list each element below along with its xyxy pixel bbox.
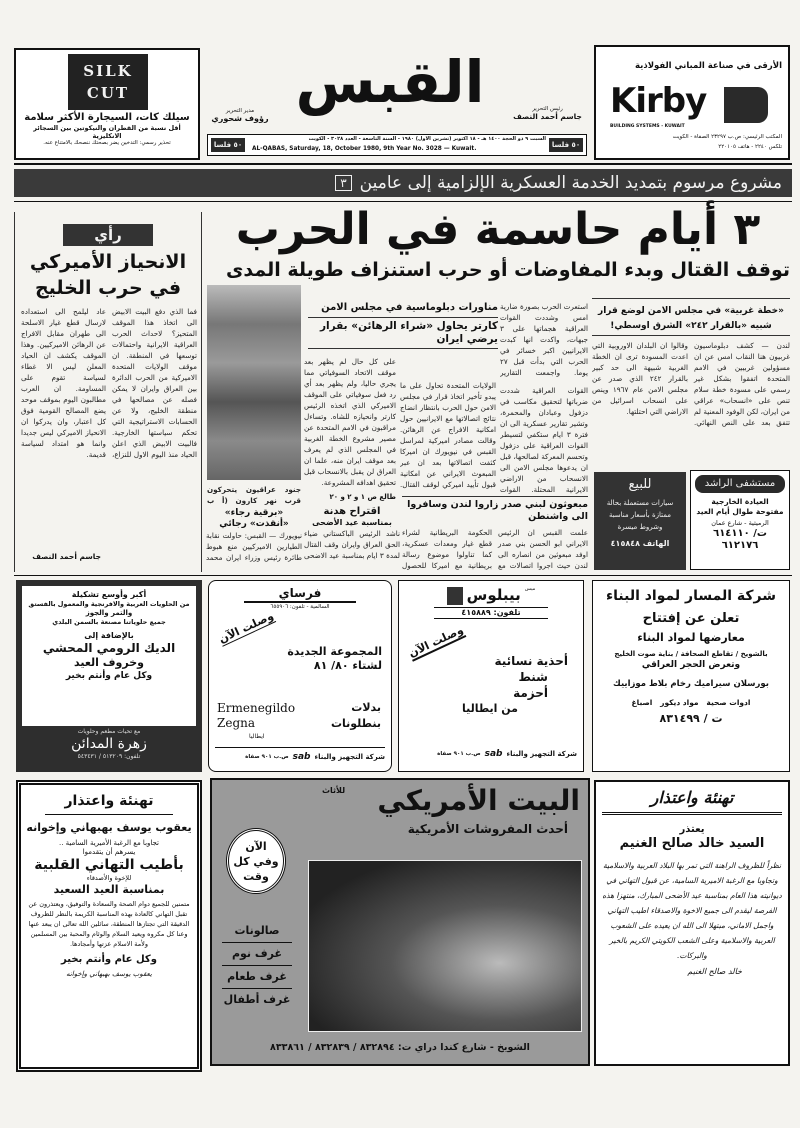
un-article-see-also: طالع ص ١ و ٢ و ٢٠ xyxy=(329,493,396,501)
byblos-company: شركة التجهيز والبناء xyxy=(506,750,577,758)
greeting2-title: تهنئة واعتذار xyxy=(602,788,782,815)
masar-line6: ادوات صحية مواد ديكور اصباغ xyxy=(631,698,751,707)
sweets-line1: أكبر وأوسع تشكيلة xyxy=(71,590,147,599)
silk-cut-ad xyxy=(14,48,200,160)
versailles-brand: فرساي xyxy=(244,586,356,603)
sweets-ad-inner xyxy=(22,586,196,726)
hospital-line2: مفتوحة طوال أيام العيد xyxy=(696,507,784,516)
versailles-pobox: ص.ب ٩٠١ صفاة xyxy=(245,754,289,760)
banner-rule xyxy=(14,201,792,202)
greeting1-line1: تجاوبا مع الرغبة الأميرية السامية .. xyxy=(58,839,159,847)
silk-cut-subline: أقل نسبة من القطران والنيكوتين بين السجائر الانكليزية xyxy=(33,124,181,140)
furniture-brand-suffix: للأثاث xyxy=(322,786,346,795)
opinion-title-line2: في حرب الخليج xyxy=(34,277,182,299)
for-sale-title: للبيع xyxy=(628,477,652,492)
furniture-item: غرف طعام xyxy=(222,966,292,989)
greeting2-body: نظراً للظروف الراهنة التي تمر بها البلاد العربية والاسلامية وتجاوبا مع الرغبة الاميرية السامية، عن قبول التهاني في ديوانيته هذا العام بمناسبة عيد الأضحى المبارك، منتهزا هذه الفرصة ليقدم الى جميع الاخوة والاصدقاء اطيب التهاني واجمل الاماني، مبتهلا الى الله ان يعيده على الشعوب العربية والاسلامية وعلى الشعب الكويتي الكريم بالخير والبركات. xyxy=(602,861,782,960)
furniture-badge xyxy=(226,828,286,894)
byblos-brand-small: ميس xyxy=(524,586,536,592)
masthead-rule xyxy=(14,163,792,165)
editor-in-chief-name: جاسم أحمد النصف xyxy=(513,112,582,121)
american-house-furniture-ad xyxy=(210,778,590,1066)
hospital-line1: العيادة الخارجية xyxy=(711,497,769,506)
furniture-address: الشويخ - شارع كندا دراي ت: ٨٣٢٨٩٤ / ٨٣٢٨٣٩ / ٨٣٣٨٦١ xyxy=(270,1042,530,1053)
versailles-ad xyxy=(208,580,392,772)
sweets-line3: والتمر والجوز xyxy=(85,609,133,617)
price-left: ٥٠ فلسا xyxy=(211,138,245,152)
furniture-item: غرف أطفال xyxy=(223,993,291,1006)
byblos-phone: تلفون: ٤١٥٨٨٩ xyxy=(434,607,548,619)
managing-editor xyxy=(205,108,275,123)
silk-cut-warning: تحذير رسمي: التدخين يضر بصحتك ننصحك بالامتناع عنه. xyxy=(43,140,171,146)
rajai-title-line1: «برقية رجاء» xyxy=(224,508,284,518)
silk-cut-logo xyxy=(68,54,148,110)
main-lead: استعرت الحرب بصورة ضارية امس وشددت القوات العراقية هجماتها على ٣ جبهات، واكدت انها كبدت الايرانيين اكبر خسائر في الحرب التي بدأت قبل ٢٧ يوما. واجمعت التقارير xyxy=(500,302,588,377)
versailles-brand-en2: Zegna xyxy=(217,716,256,730)
rajai-title-line2: «أنقذت» رجائي xyxy=(219,519,289,529)
byblos-header xyxy=(404,586,578,605)
truce-article xyxy=(304,506,400,572)
versailles-arrived: وصلت الآن xyxy=(216,609,276,646)
byblos-line3: أحزمة xyxy=(513,686,548,700)
opinion-body: فما الذي دفع البيت الابيض الى اتخاذ هذا الموقف المتحيز؟ لاحداث الحرب العراقية الايرانية واحتمالات توسعها في المنطقة. ان موقف الولايات المتحدة الاميركية من الحرب الدائرة بين العراق وايران لا يمكن فصله عن مصالحها في منطقة الخليج، ولا عن الحسابات الاستراتيجية التي تحكم سياستها الخارجية. فالبيت الابيض الذي اعلن الحياد منذ اليوم الاول للنزاع، عاد ليلمح الى استعداده لارسال قطع غيار الاسلحة الى طهران مقابل الافراج عن الرهائن الاميركيين. وهذا الموقف يكشف ان الحياد المعلن ليس الا غطاء لسياسة تقوم على المساومة. ان العرب مطالبون اليوم بموقف موحد يضع المصالح القومية فوق كل اعتبار، وان يدركوا ان الانحياز الاميركي ليس جديدا وانما هو امتداد لسياسة قديمة. xyxy=(21,307,197,459)
kirby-brand: Kirby xyxy=(610,81,707,121)
greeting2-signature: خالد صالح الغنيم xyxy=(687,967,742,976)
greeting1-line3: بأطيب التهاني القلبية xyxy=(34,857,184,873)
rajai-body: نيويورك — القبس: حاولت نقابة الطيارين الاميركيين منع هبوط طائرة رئيس وزراء ايران محمد xyxy=(206,531,302,562)
hospital-address: الرميثية - شارع عمان xyxy=(711,519,769,527)
opinion-title-line1: الانحياز الأميركي xyxy=(29,251,187,273)
greeting1-line4: للإخوة والأصدقاء xyxy=(86,874,132,882)
sweets-line2: من الحلويات العربية والافرنجية والمعمول بالفستق xyxy=(28,600,190,608)
war-photo xyxy=(207,285,301,480)
section-rule xyxy=(14,575,792,576)
badge-line2: وفي كل xyxy=(233,855,279,868)
banner-page-ref: ٣ xyxy=(335,175,351,191)
for-sale-phone: الهاتف ٤١٥٨٤٨ xyxy=(610,539,670,548)
truce-title-line2: بمناسبة عيد الأضحى xyxy=(312,518,392,527)
top-banner xyxy=(14,169,792,197)
sweets-line7: وخروف العيد xyxy=(73,656,144,669)
plan-article xyxy=(592,298,790,460)
dateline-english: AL-QABAS, Saturday, 18, October 1980, 9th Year No. 3028 — Kuwait. xyxy=(252,146,477,152)
versailles-brand-en1: Ermenegildo xyxy=(217,701,296,715)
plan-headline-line1: «خطة غربية» في مجلس الامن لوضع قرار xyxy=(598,306,784,316)
sweets-line5: بالإضافة إلى xyxy=(84,631,134,640)
greeting1-name: يعقوب يوسف بهبهاني وإخوانه xyxy=(26,821,192,834)
for-sale-ad xyxy=(594,472,686,570)
greeting1-signature: يعقوب يوسف بهبهاني وإخوانه xyxy=(66,970,152,978)
furniture-tagline: أحدث المفروشات الأمريكية xyxy=(407,822,568,836)
rajai-article xyxy=(206,508,302,572)
versailles-items1: بدلات xyxy=(351,701,381,714)
versailles-line1: المجموعة الجديدة xyxy=(287,645,382,658)
opinion-label: رأي xyxy=(63,224,153,246)
byblos-origin: من ايطاليا xyxy=(461,702,518,715)
kirby-phone: تلكس ٢٢٤٠ - هاتف ٢٢٠١٠٥ xyxy=(718,144,782,150)
kirby-ad xyxy=(594,45,790,160)
photo-caption: جنود عراقيون يتحركون قرب نهر كارون (أ ب xyxy=(207,485,301,505)
truce-title-line1: اقتراح هدنة xyxy=(323,506,381,517)
versailles-line2: لشتاء ٨٠/ ٨١ xyxy=(313,659,382,672)
editor-in-chief xyxy=(505,106,590,121)
sweets-line8: وكل عام وأنتم بخير xyxy=(65,671,153,681)
kirby-address: المكتب الرئيسي: ص.ب ٢٣٢٩٧ الصفاة - الكويت xyxy=(672,134,782,140)
managing-editor-label: مدير التحرير xyxy=(225,108,255,114)
byblos-pobox: ص.ب ٩٠١ صفاة xyxy=(437,751,481,757)
masar-line1: تعلن عن إفتتاح xyxy=(642,611,740,626)
envoys-headline: مبعوثون لبني صدر زاروا لندن وسافروا الى واشنطن xyxy=(402,496,588,523)
main-headline: ٣ أيام حاسمة في الحرب xyxy=(235,204,761,255)
sweets-phones: تلفون: ٥١٣٢٠٩ / ٥٤٣٤٣١ xyxy=(77,753,141,760)
badge-line3: وقت xyxy=(243,870,269,883)
sweets-footer-top: مع تحيات مطعم وحلويات xyxy=(77,728,141,735)
for-sale-body: سيارات مستعملة بحالة ممتازة بأسعار مناسبة وشروط ميسرة xyxy=(606,499,674,531)
byblos-logo-icon xyxy=(447,587,463,605)
masar-line3: بالشويخ / تقاطع الصحافة / بناية صوت الخليج xyxy=(614,650,768,658)
versailles-sub: السالمية - تلفون: ٦٥٥٩٠٦ xyxy=(270,604,330,610)
kirby-tagline: BUILDING SYSTEMS - KUWAIT xyxy=(610,124,685,129)
byblos-brand: بيبلوس xyxy=(466,586,521,604)
hospital-ad xyxy=(690,470,790,570)
editor-in-chief-label: رئيس التحرير xyxy=(532,106,563,112)
greeting2-line1: يعتذر xyxy=(679,824,705,835)
plan-body: لندن — كشف دبلوماسيون غربيون هنا النقاب امس عن ان مسؤولين غربيين في الامم المتحدة اتفقوا بشكل غير رسمي على مسودة خطة سلام تنص على «انسحاب» عراقي من ايران، لكن الوفود المعنية لم تتفق بعد على النص النهائي. وقالوا ان البلدان الاوروبية التي اعدت المسودة ترى ان الخطة الغربية شبيهة الى حد كبير بالقرار ٢٤٢ الذي صدر عن مجلس الامن عام ١٩٦٧ وينص على انسحاب اسرائيل من الاراضي التي احتلتها. xyxy=(592,341,790,427)
greeting1-line5: بمناسبة العيد السعيد xyxy=(53,883,165,896)
versailles-footer xyxy=(215,747,385,762)
hospital-phone1: ت/ ٦١٤١١٠ xyxy=(713,528,767,539)
byblos-ad xyxy=(398,580,584,772)
masar-line2: معارضها لمواد البناء xyxy=(637,631,745,644)
main-lead-2: القوات العراقية شددت ضرباتها لتحقيق مكاسب في دزفول وعبادان والمحمرة، وتشير تقارير عسكرية الى ان فترة ٣ ايام ستكفي لتسيطر القوات العراقية على دزفول وتحسم المعركة لصالحها، قبل ان يدعوها مجلس الامن الى الانسحاب من الاراضي الايرانية المحتلة. القوات xyxy=(500,386,588,494)
main-subheadline: توقف القتال وبدء المفاوضات أو حرب استنزاف طويلة المدى xyxy=(226,259,790,281)
sweets-line6: الديك الرومي المحشي xyxy=(42,641,176,655)
furniture-item: صالونات xyxy=(222,920,292,943)
furniture-item: غرف نوم xyxy=(222,943,292,966)
masthead-logo: القبس xyxy=(295,48,485,116)
furniture-brand: البيت الأمريكي xyxy=(377,784,580,817)
byblos-footer xyxy=(405,749,577,759)
un-article-kicker: مناورات دبلوماسية في مجلس الامن xyxy=(321,302,498,313)
price-right: ٥٠ فلسا xyxy=(549,138,583,152)
badge-line1: الآن xyxy=(245,840,267,853)
masar-title: شركة المسار لمواد البناء xyxy=(605,588,777,604)
un-article-headline: كارتر يحاول «شراء الرهائن» بقرار يرضي ايران xyxy=(308,317,498,349)
greeting1-closing: وكل عام وأنتم بخير xyxy=(61,954,157,965)
silk-cut-brand-line2: CUT xyxy=(86,84,130,102)
masar-line4: وتعرض الحجر العراقي xyxy=(641,660,741,670)
byblos-line1: أحذية نسائية xyxy=(494,654,568,668)
greeting-ad-behbehani xyxy=(16,780,202,1072)
kirby-logo-icon xyxy=(724,87,768,123)
sweets-ad xyxy=(16,580,202,772)
un-article-body: الولايات المتحدة تحاول على ما يبدو تأخير اتخاذ قرار في مجلس الامن حول الحرب بانتظار انضاج نتائج اتصالاتها مع الايرانيين حول امكانية الافراج عن الرهائن. وقالت مصادر اميركية لمراسل القبس في نيويورك ان اميركا كثفت اتصالاتها بعد ان عبر المبعوث الايراني عن امكانية قبول تأييد اميركي لوقف القتال. xyxy=(400,381,496,489)
byblos-line2: شنط xyxy=(518,670,548,684)
greeting1-line2: يسرهم أن يتقدموا xyxy=(82,848,136,856)
sweets-name: زهرة المدائن xyxy=(71,736,147,752)
versailles-origin: ايطاليا xyxy=(249,733,265,740)
masar-phone: ت / ٨٣١٤٩٩ xyxy=(659,712,723,725)
masar-ad xyxy=(592,580,790,772)
opinion-column xyxy=(14,212,202,572)
versailles-company: شركة التجهيز والبناء xyxy=(314,753,385,761)
byblos-arrived: وصلت الآن xyxy=(406,623,466,660)
greeting1-title: تهنئة واعتذار xyxy=(45,793,173,815)
furniture-items xyxy=(222,920,292,1011)
un-article-body-2: على كل حال لم يظهر بعد موقف الاتحاد السوفياتي مما يجري حاليا، ولم يظهر بعد أي رد فعل سوفياتي على الموقف الاميركي الذي اتخذه الرئيس كارتر وانحيازه للشاه. وتساءل مراقبون في الامم المتحدة عن مصير مشروع الخطة الغربية في المجلس الذي لم يعرف بعد موقف ايران منه، علما ان العراق لن يقبل بالانسحاب قبل تحقيق اهدافه المشروعة. xyxy=(304,357,396,487)
sweets-line4: جميع حلوياتنا مصنعة بالسمن البلدي xyxy=(52,618,166,626)
sab-logo: sab xyxy=(484,749,503,759)
banner-text: مشروع مرسوم بتمديد الخدمة العسكرية الإلزامية إلى عامين xyxy=(359,173,782,193)
silk-cut-brand-line1: SILK xyxy=(83,62,133,80)
dateline-bar xyxy=(207,134,587,156)
truce-body: ناشد الرئيس الباكستاني ضياء الحق العراق وايران وقف القتال لمدة ٣ ايام بمناسبة عيد الاضحى xyxy=(304,529,400,560)
managing-editor-name: رؤوف شحوري xyxy=(211,114,269,123)
greeting2-name: السيد خالد صالح الغنيم xyxy=(619,836,765,851)
furniture-photo xyxy=(308,860,582,1032)
sab-logo: sab xyxy=(292,752,311,762)
envoys-body: علمت القبس ان الرئيس الايراني ابو الحسن بني صدر اوفد مبعوثين من انصاره الى لندن حيث اجروا اتصالات مع الحكومة البريطانية لشراء قطع غيار ومعدات عسكرية، كما تناولوا موضوع رسالة بريطانية مع اميركا للحصول xyxy=(402,528,588,570)
hospital-phone2: ٦١٢١٧٦ xyxy=(721,540,759,551)
dateline-arabic: السبت ٩ ذو الحجة ١٤٠٠ هـ - ١٨ اكتوبر (تشرين الاول) ١٩٨٠ - السنة التاسعة - العدد ٣٠٢٨ - الكويت xyxy=(308,136,546,142)
greeting1-body: متمنين للجميع دوام الصحة والسعادة والتوفيق، ويعتذرون عن تقبل التهاني كالعادة بهذه المناسبة الكريمة بالنظر للظروف الدقيقة التي تجتازها المنطقة، سائلين الله تعالى ان يبعد عنها وعنا كل مكروه ويعيد السلام والوئام والمحبة بين المسلمين ولأمة الاسلام عزتها وأمجادها. xyxy=(28,900,190,948)
hospital-name: مستشفى الراشد xyxy=(695,475,785,493)
greeting-ad-alghunaim xyxy=(594,780,790,1066)
silk-cut-text xyxy=(18,112,196,147)
opinion-author: جاسم أحمد النصف xyxy=(32,552,101,561)
kirby-headline: الأرقى في صناعة المباني الفولاذية xyxy=(635,61,782,71)
silk-cut-slogan: سيلك كات، السيجارة الأكثر سلامة xyxy=(24,112,190,123)
masar-line5: بورسلان سيراميك رخام بلاط موزاييك xyxy=(613,679,769,689)
plan-headline-line2: شبيه «بالقرار ٢٤٢» الشرق اوسطي! xyxy=(592,320,790,336)
versailles-items2: بنطلونات xyxy=(330,717,381,730)
